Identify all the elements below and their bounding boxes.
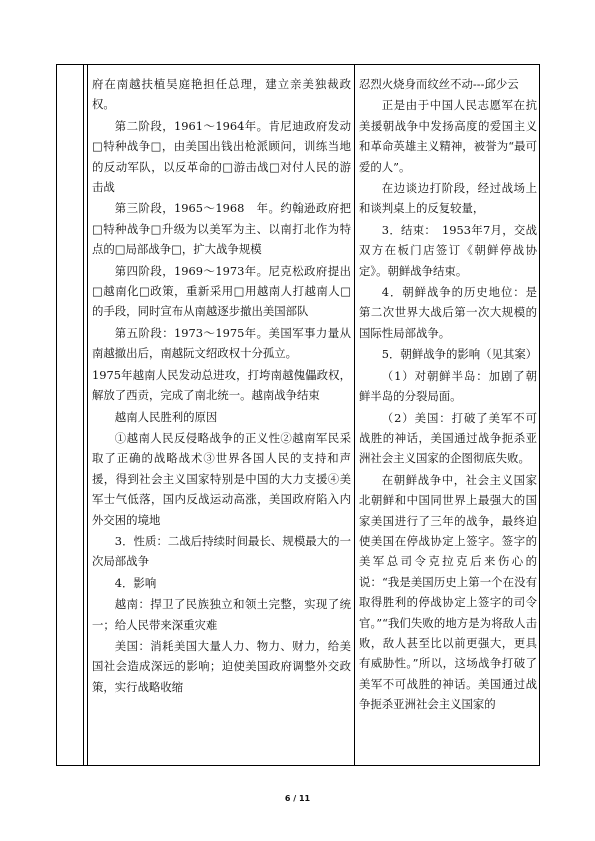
- right-paragraph: 正是由于中国人民志愿军在抗美援朝战争中发扬高度的爱国主义和革命英雄主义精神，被誉为“最可爱的人”。: [359, 98, 537, 174]
- left-paragraph: 第四阶段，1969～1973年。尼克松政府提出□越南化□政策，重新采用□用越南人打越南人□的手段，同时宣布从南越逐步撤出美国部队: [92, 263, 351, 319]
- content-table: [56, 64, 540, 766]
- right-paragraph: 4．朝鲜战争的历史地位：是第二次世界大战后第一次大规模的国际性局部战争。: [359, 285, 537, 340]
- right-paragraph: 3．结束： 1953年7月，交战双方在板门店签订《朝鲜停战协定》。朝鲜战争结束。: [359, 222, 537, 278]
- left-paragraph: 4．影响: [114, 575, 157, 590]
- left-paragraph: 3．性质：二战后持续时间最长、规模最大的一次局部战争: [92, 533, 351, 569]
- left-paragraph: 美国：消耗美国大量人力、物力、财力，给美国社会造成深远的影响；迫使美国政府调整外交政策，实行战略收缩: [92, 638, 351, 694]
- page-number: 6 / 11: [284, 794, 311, 803]
- right-paragraph: （2）美国：打破了美军不可战胜的神话，美国通过战争扼杀亚洲社会主义国家的企图彻底失败。: [359, 410, 537, 466]
- left-paragraph: 第二阶段，1961～1964年。肯尼迪政府发动□特种战争□，由美国出钱出枪派顾问，训练当地的反动军队，以反革命的□游击战□对付人民的游击战: [92, 118, 351, 195]
- left-paragraph: 府在南越扶植吴庭艳担任总理，建立亲美独裁政权。: [92, 77, 351, 112]
- right-column-text: [359, 74, 537, 716]
- right-paragraph: 在边谈边打阶段，经过战场上和谈判桌上的反复较量，: [359, 181, 537, 216]
- right-paragraph: 在朝鲜战争中，社会主义国家北朝鲜和中国同世界上最强大的国家美国进行了三年的战争，最终迫使美国在停战协定上签字。签字的美军总司令克拉克后来伤心的说：“我是美国历史上第一个在没有取得胜利的停战协定上签字的司令官。”“我们失败的地方是为将敌人击败，敌人甚至比以前更强大，更具有威胁性。”所以，这场战争打破了美军不可战胜的神话。美国通过战争扼杀亚洲社会主义国家的: [359, 472, 537, 712]
- table-divider: [354, 65, 355, 765]
- right-paragraph: （1）对朝鲜半岛：加剧了朝鲜半岛的分裂局面。: [359, 368, 537, 404]
- right-paragraph: 5．朝鲜战争的影响（见其案）: [381, 347, 538, 362]
- left-paragraph: 越南：捍卫了民族独立和领土完整，实现了统一；给人民带来深重灾难: [92, 597, 351, 632]
- table-divider: [83, 65, 84, 765]
- left-paragraph: 第五阶段：1973～1975年。美国军事力量从南越撤出后，南越阮文绍政权十分孤立。: [92, 325, 351, 361]
- left-column-text: [92, 74, 351, 698]
- left-paragraph: 1975年越南人民发动总进攻，打垮南越傀儡政权，解放了西贡，完成了南北统一。越南战争结束: [92, 367, 351, 403]
- left-paragraph: 越南人民胜利的原因: [114, 409, 218, 424]
- left-paragraph: 第三阶段，1965～1968 年。约翰逊政府把□特种战争□升级为以美军为主、以南打北作为特点的□局部战争□，扩大战争规模: [92, 201, 351, 257]
- right-paragraph: 忍烈火烧身而纹丝不动---邱少云: [359, 77, 519, 91]
- table-divider: [87, 65, 88, 765]
- left-paragraph: ①越南人民反侵略战争的正义性②越南军民采取了正确的战略战术③世界各国人民的支持和声援，得到社会主义国家特别是中国的大力支援④美军士气低落，国内反战运动高涨，美国政府陷入内外交困的境地: [92, 430, 351, 527]
